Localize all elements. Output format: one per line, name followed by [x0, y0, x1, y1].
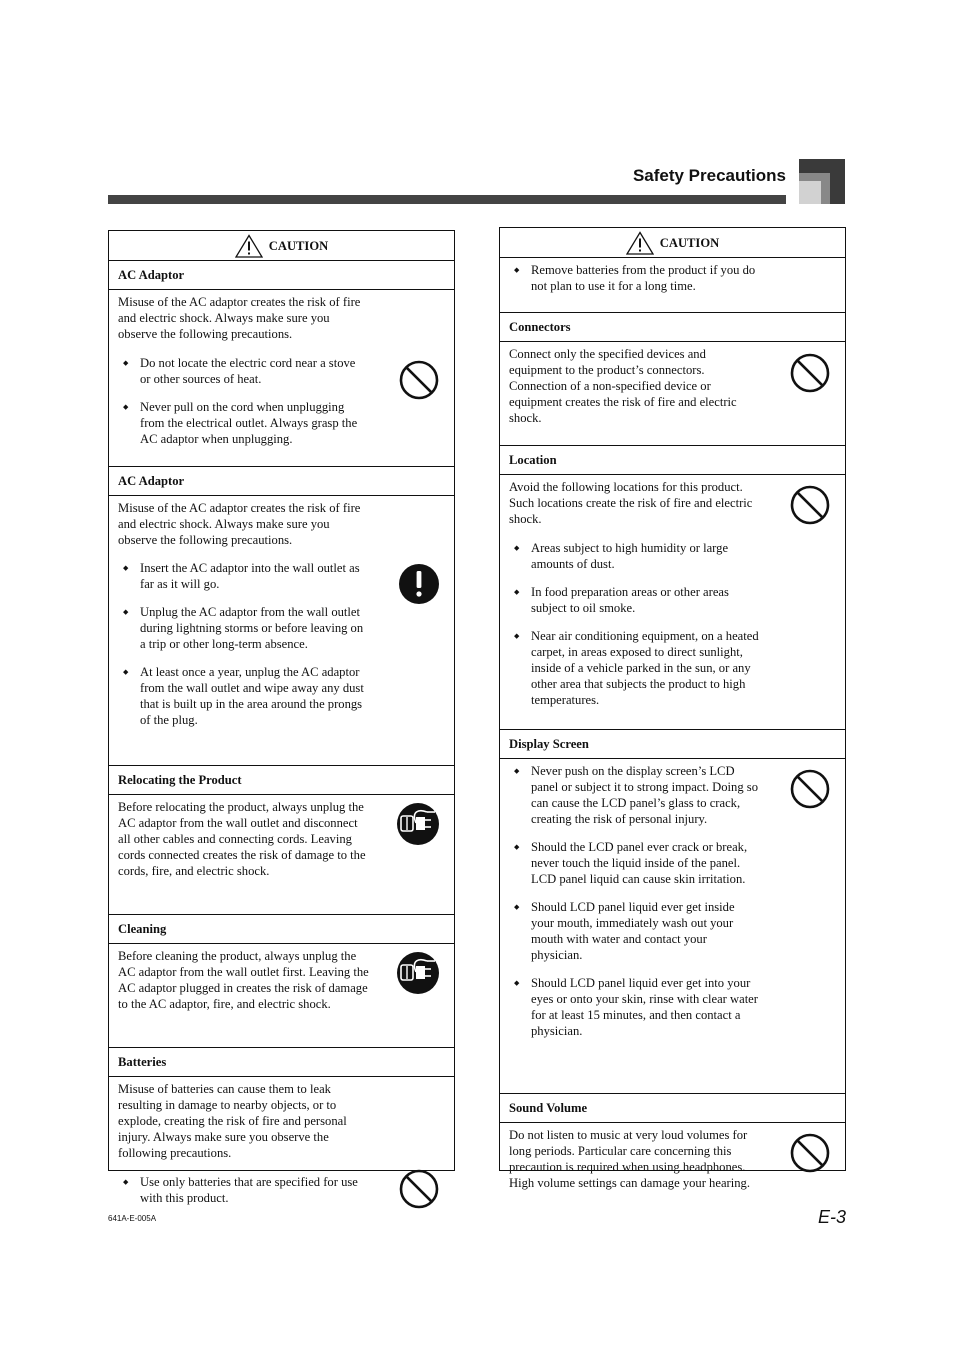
bullet-item: ◆ Unplug the AC adaptor from the wall outlet during lightning storms or before leaving on a trip or other long-term absence. [118, 604, 369, 652]
section-title-relocating: Relocating the Product [109, 766, 454, 795]
section-intro: Misuse of batteries can cause them to leak resulting in damage to nearby objects, or to explode, creating the risk of fire and personal injury. Always make sure you observe the following precautions. [118, 1082, 347, 1160]
bullet-item: ◆ Insert the AC adaptor into the wall outlet as far as it will go. [118, 560, 369, 592]
bullet-item: ◆ Areas subject to high humidity or large amounts of dust. [509, 540, 760, 572]
right-caution-table [499, 227, 846, 1190]
bullet-item: ◆ Should the LCD panel ever crack or break, never touch the liquid inside of the panel. LCD panel liquid can cause skin irritation. [509, 839, 760, 887]
caution-label: CAUTION [268, 238, 329, 253]
bullet-item: ◆ At least once a year, unplug the AC adaptor from the wall outlet and wipe away any dust that is built up in the area around the prongs of the plug. [118, 664, 369, 728]
unplug-icon [397, 803, 439, 845]
section-title-sound-volume: Sound Volume [500, 1094, 845, 1123]
section-title-ac-adaptor-1: AC Adaptor [109, 261, 454, 290]
page-number: E-3 [817, 1207, 846, 1227]
prohibition-icon [790, 769, 830, 809]
left-caution-table [108, 230, 455, 1205]
section-title-ac-adaptor-2: AC Adaptor [109, 467, 454, 496]
section-display-screen [500, 759, 845, 1094]
page-title: Safety Precautions [632, 166, 786, 185]
section-relocating [109, 795, 454, 915]
section-text: Connect only the specified devices and equipment to the product’s connectors. Connection of a non-specified device or equipment creates the risk of fire and electric shock. [509, 347, 737, 425]
prohibition-icon [399, 360, 439, 400]
header-corner-graphic [799, 159, 845, 204]
mandatory-exclamation-icon [399, 564, 439, 604]
bullet-item: ◆ Do not locate the electric cord near a stove or other sources of heat. [118, 355, 369, 387]
bullet-item: ◆ Remove batteries from the product if you do not plan to use it for a long time. [509, 262, 760, 294]
prohibition-icon [790, 1133, 830, 1173]
prohibition-icon [790, 485, 830, 525]
section-intro: Avoid the following locations for this product. Such locations create the risk of fire and electric shock. [509, 480, 753, 526]
document-code: 641A-E-005A [108, 1214, 157, 1223]
section-title-location: Location [500, 446, 845, 475]
section-intro: Misuse of the AC adaptor creates the risk of fire and electric shock. Always make sure you observe the following precautions. [118, 501, 361, 547]
section-location [500, 475, 845, 730]
bullet-item: ◆ Never push on the display screen’s LCD panel or subject it to strong impact. Doing so can cause the LCD panel’s glass to crack, creating the risk of personal injury. [509, 763, 760, 827]
section-text: Do not listen to music at very loud volumes for long periods. Particular care concerning this precaution is required when using headphones. High volume settings can damage your hearing. [509, 1128, 750, 1190]
warning-triangle-icon [626, 231, 654, 255]
bullet-item: ◆ Near air conditioning equipment, on a heated carpet, in areas exposed to direct sunlight, inside of a vehicle parked in the sun, or any other area that subjects the product to high temperatures. [509, 628, 760, 708]
section-intro: Misuse of the AC adaptor creates the risk of fire and electric shock. Always make sure you observe the following precautions. [118, 295, 361, 341]
section-connectors [500, 342, 845, 446]
section-cleaning [109, 944, 454, 1048]
bullet-item: ◆ Never pull on the cord when unplugging from the electrical outlet. Always grasp the AC adaptor when unplugging. [118, 399, 369, 447]
caution-header [500, 228, 845, 258]
bullet-item: ◆ Should LCD panel liquid ever get into your eyes or onto your skin, rinse with clear water for at least 15 minutes, and then contact a physician. [509, 975, 760, 1039]
section-title-connectors: Connectors [500, 313, 845, 342]
section-text: Before relocating the product, always unplug the AC adaptor from the wall outlet and disconnect all other cables and connecting cords. Leaving cords connected creates the risk of damage to the cords, fire, and electric shock. [118, 800, 366, 878]
unplug-icon [397, 952, 439, 994]
section-batteries-continued [500, 258, 845, 313]
bullet-item: ◆ In food preparation areas or other areas subject to oil smoke. [509, 584, 760, 616]
section-title-display-screen: Display Screen [500, 730, 845, 759]
prohibition-icon [790, 353, 830, 393]
section-title-cleaning: Cleaning [109, 915, 454, 944]
section-batteries [109, 1077, 454, 1221]
prohibition-icon [399, 1169, 439, 1209]
bullet-item: ◆ Should LCD panel liquid ever get inside your mouth, immediately wash out your mouth with water and contact your physician. [509, 899, 760, 963]
caution-label: CAUTION [659, 235, 720, 250]
section-ac-adaptor-2 [109, 496, 454, 766]
caution-header [109, 231, 454, 261]
bullet-item: ◆ Use only batteries that are specified for use with this product. [118, 1174, 369, 1206]
section-title-batteries: Batteries [109, 1048, 454, 1077]
warning-triangle-icon [235, 234, 263, 258]
header-rule [108, 195, 786, 204]
section-ac-adaptor-1 [109, 290, 454, 467]
section-text: Before cleaning the product, always unplug the AC adaptor from the wall outlet first. Leaving the AC adaptor plugged in creates the risk of damage to the AC adaptor, fire, and electric shock. [118, 949, 369, 1011]
